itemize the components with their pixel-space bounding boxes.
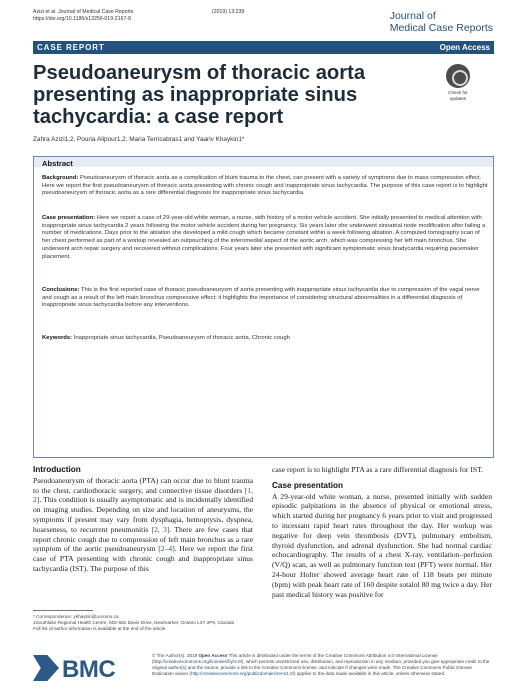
- article-type-label: CASE REPORT: [37, 43, 105, 52]
- article-type-banner: [33, 41, 494, 54]
- journal-title: Journal of Medical Case Reports: [389, 10, 493, 34]
- header-citation: [33, 9, 133, 24]
- citation-link[interactable]: [2–4]: [158, 544, 175, 554]
- footnotes: [33, 614, 253, 633]
- section-heading-case-presentation: Case presentation: [272, 480, 343, 490]
- affiliation-note: 1Southlake Regional Health Centre, 602-581 Davis Drive, Newmarket, Ontario L3Y 2P6, Canada: [33, 620, 235, 626]
- public-domain-link[interactable]: http://creativecommons.org/publicdomain/zero/1.0/: [191, 671, 294, 676]
- intro-paragraph-continued: case report is to highlight PTA as a rare differential diagnosis for IST.: [272, 465, 484, 474]
- right-column: [272, 465, 492, 599]
- abstract-conclusions: Conclusions: This is the first reported case of thoracic pseudoaneurysm of aorta presenting with inappropriate sinus tachycardia due to compression of the vagal nerve and cough as a result of the left main bronchus compressive effect; it highlights the importance of considering structural abnormalities in a differential diagnosis of inappropriate sinus tachycardia before any interventions.: [42, 287, 480, 309]
- abstract-heading: Abstract: [42, 159, 73, 168]
- intro-paragraph: Pseudoaneurysm of thoracic aorta (PTA) can occur due to blunt trauma to the chest, cardiothoracic surgery, and connective tissue disorders [1, 2]. This condition is usually asymptomatic and is incidentally identified on imaging studies. Depending on size and location of aneurysms, the symptoms if present may vary from dysphagia, hemoptysis, dyspnea, hoarseness, to recurrent pneumonitis [2, 3]. There are few cases that report chronic cough due to compression of left main bronchus as a rare symptom of the aortic pseudoaneurysm [2–4]. Here we report the first case of PTA presenting with chronic cough and inappropriate sinus tachycardia (IST). The purpose of this: [33, 475, 253, 573]
- citation-link[interactable]: [2, 3]: [151, 524, 170, 534]
- correspondence-note: * Correspondence: ykhaykin@uoromo.ca: [33, 614, 119, 619]
- check-for-updates-button[interactable]: Check for updates: [441, 64, 475, 108]
- author-list: Zahra Azizi1,2, Pouria Alipour1,2, Maria Terricabras1 and Yaariv Khaykin1*: [33, 136, 245, 143]
- footnote-divider: [33, 610, 93, 611]
- case-paragraph: A 29-year-old white woman, a nurse, presented initially with sudden episodic palpitations in the absence of physical or emotional stress, which started during her pregnancy 6 years prior to visit and progressed to incessant rapid heart rates throughout the day. Her workup was negative for deep vein thrombosis (DVT), pulmonary embolism, thyroid dysfunction, and adrenal dysfunction. She had normal cardiac echocardiography. The results of a chest X-ray, ventilation–perfusion (V/Q) scan, as well as pulmonary function test (PFT) were normal. Her 24-hour Holter showed average heart rate of 118 beats per minute (bpm) with peak heart rate of 160 despite sotalol 80 mg twice a day. Her past medical history was positive for: [272, 491, 492, 599]
- license-link[interactable]: http://creativecommons.org/licenses/by/4.0/: [153, 659, 242, 664]
- left-column: [33, 465, 253, 574]
- article-title: Pseudoaneurysm of thoracic aorta presenting as inappropriate sinus tachycardia: a case report: [33, 62, 366, 128]
- citation-link[interactable]: [1, 2]: [33, 485, 253, 505]
- abstract-background: Background: Pseudoaneurysm of thoracic aorta as a complication of blunt trauma to the chest, can present with a variety of symptoms due to mass compression effect. Here we report the first pseudoaneurysm of thoracic aorta presenting with chronic cough and inappropriate sinus tachycardia. The purpose of this case report is to highlight pseudoaneurysm of thoracic aorta as a rare differential diagnosis for inappropriate sinus tachycardia.: [42, 175, 488, 197]
- bmc-logo: [33, 653, 133, 683]
- abstract-box: [33, 156, 494, 458]
- abstract-case-presentation: Case presentation: Here we report a case of 29-year-old white woman, a nurse, with history of a motor vehicle accident. She initially presented to medical attention with inappropriate sinus tachycardia 2 years following the motor vehicle accident during her pregnancy. Six years later she underwent sinoatrial node modification after failing a number of medications. Days prior to the ablation she developed a mild cough which became constant within a week following ablation. A computed tomography scan of her chest performed as part of a workup revealed an outpouching of the inferomedial aspect of the aortic arch, which was compressing her left main bronchus. She underwent arch repair surgery and recovered without complications. Four years later she presented with significant symptomatic sinus bradycardia requiring pacemaker placement.: [42, 215, 486, 260]
- bmc-logo-icon: [33, 655, 59, 681]
- bmc-logo-text: BMC: [62, 656, 116, 683]
- abstract-keywords: Keywords: Inappropriate sinus tachycardia, Pseudoaneurysm of thoracic aorta, Chronic cough: [42, 335, 290, 341]
- doi-link[interactable]: https://doi.org/10.1186/s13256-019-2167-8: [33, 16, 131, 23]
- open-access-label: Open Access: [439, 43, 490, 52]
- section-heading-introduction: Introduction: [33, 465, 81, 474]
- license-text: © The Author(s). 2019 Open Access This article is distributed under the terms of the Creative Commons Attribution 4.0 International License (http://creativecommons.org/licenses/by/4.0/), which permits unrestricted use, distribution, and reproduction in any medium, provided you give appropriate credit to the original author(s) and the source, provide a link to the Creative Commons license, and indicate if changes were made. The Creative Commons Public Domain Dedication waiver (http://creativecommons.org/publicdomain/zero/1.0/) applies to the data made available in this article, unless otherwise stated.: [152, 653, 490, 676]
- full-list-note: Full list of author information is available at the end of the article: [33, 626, 166, 632]
- header-year: (2019) 13:239: [212, 9, 245, 15]
- citation-journal: Azizi et al. Journal of Medical Case Reports: [33, 9, 134, 15]
- check-updates-icon: [446, 64, 470, 88]
